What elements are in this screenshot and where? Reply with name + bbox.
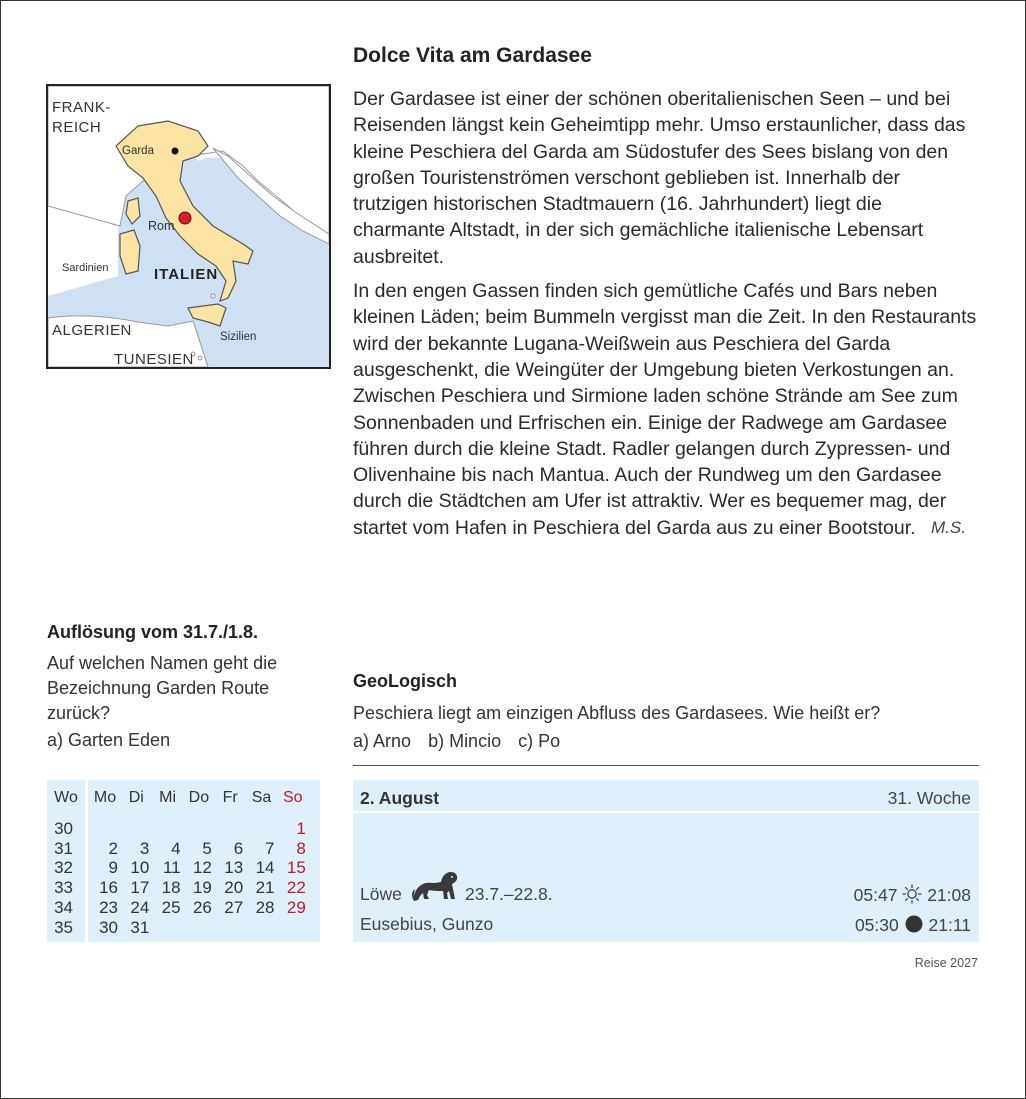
- calendar-day-cell[interactable]: 25: [161, 897, 181, 917]
- day-header: [353, 780, 979, 813]
- answer-solution: a) Garten Eden: [47, 730, 171, 750]
- calendar-day-cell[interactable]: 9: [108, 858, 118, 878]
- geologisch-options: [353, 731, 572, 752]
- zodiac-range: 23.7.–22.8.: [465, 884, 553, 904]
- calendar-day-cell[interactable]: 23: [99, 897, 118, 917]
- map-label-frankreich-1: FRANK-: [52, 99, 111, 116]
- calendar-day-cell[interactable]: 5: [202, 838, 212, 858]
- moon-times: [855, 914, 971, 936]
- calendar-week-number: 32: [54, 858, 73, 878]
- calendar-day-header: Sa: [251, 789, 272, 806]
- calendar-day-cell[interactable]: 10: [130, 858, 150, 878]
- calendar-day-cell[interactable]: 28: [255, 897, 275, 917]
- section-divider: [353, 765, 979, 766]
- moonset-time: 21:11: [928, 915, 971, 935]
- article-paragraph-2: [353, 278, 978, 541]
- calendar-day-cell[interactable]: 30: [99, 917, 118, 937]
- geologisch-option-a: a) Arno: [353, 731, 412, 751]
- map-label-sardinien: Sardinien: [62, 262, 109, 274]
- map-label-algerien: ALGERIEN: [52, 322, 132, 339]
- map-label-frankreich-2: REICH: [52, 119, 102, 136]
- map-label-tunesien: TUNESIEN: [114, 351, 194, 368]
- calendar-day-cell[interactable]: 8: [296, 838, 306, 858]
- calendar-day-cell[interactable]: 1: [296, 819, 306, 838]
- calendar-day-cell[interactable]: 18: [161, 878, 181, 898]
- calendar-day-cell[interactable]: 16: [99, 878, 118, 898]
- calendar-day-header: Mo: [93, 789, 117, 806]
- map-label-sizilien: Sizilien: [220, 331, 257, 343]
- calendar-day-cell[interactable]: 17: [130, 878, 150, 898]
- geologisch-title: GeoLogisch: [353, 671, 458, 691]
- map-label-rom: Rom: [148, 219, 175, 233]
- answer-title: Auflösung vom 31.7./1.8.: [47, 622, 259, 642]
- calendar-week-number: 33: [54, 878, 73, 898]
- article-paragraph-1: Der Gardasee ist einer der schönen oberitalienischen Seen – und bei Reisenden längst kein Geheimtipp mehr. Umso erstaunlicher, dass das kleine Peschiera del Garda am Südostufer des Sees bislang von den großen Touristenströmen verschont geblieben ist. Innerhalb der trutzigen historischen Stadtmauern (16. Jahrhundert) liegt die charmante Altstadt, in der sich gemächliche italienische Lebensart ausbreitet.: [353, 88, 966, 268]
- calendar-day-cell[interactable]: 21: [255, 878, 275, 898]
- zodiac-sign: Löwe: [360, 884, 402, 904]
- calendar-day-header: Mi: [159, 789, 177, 806]
- article-title: Dolce Vita am Gardasee: [353, 44, 592, 67]
- calendar-day-cell[interactable]: 4: [171, 838, 181, 858]
- calendar-day-cell[interactable]: 6: [233, 838, 244, 858]
- new-moon-icon: [904, 914, 924, 934]
- calendar-week-number: 34: [54, 897, 73, 917]
- sunrise-time: 05:47: [853, 885, 898, 905]
- calendar-day-cell[interactable]: 20: [224, 878, 244, 898]
- calendar-day-cell[interactable]: 15: [286, 858, 306, 878]
- name-days: Eusebius, Gunzo: [360, 914, 494, 934]
- italy-map: [46, 84, 331, 369]
- calendar-day-cell[interactable]: 19: [192, 878, 212, 898]
- calendar-day-cell[interactable]: 3: [139, 838, 150, 858]
- calendar-day-cell[interactable]: 13: [224, 858, 244, 878]
- lion-icon: [411, 869, 459, 903]
- footer-label: Reise 2027: [914, 956, 978, 970]
- calendar-week-number: 30: [54, 819, 73, 838]
- calendar-day-cell[interactable]: 24: [130, 897, 150, 917]
- calendar-day-cell[interactable]: 7: [265, 838, 275, 858]
- geologisch-option-c: c) Po: [518, 731, 561, 751]
- day-week: 31. Woche: [887, 788, 971, 808]
- calendar-week-number: 31: [54, 838, 73, 858]
- calendar-day-header: Do: [188, 789, 210, 806]
- day-date: 2. August: [360, 788, 440, 808]
- calendar-day-header: Di: [128, 789, 144, 806]
- answer-question: Auf welchen Namen geht die Bezeichnung Garden Route zurück?: [47, 653, 278, 723]
- article-paragraph-2-text: In den engen Gassen finden sich gemütliche Cafés und Bars neben kleinen Läden; beim Bummeln vergisst man die Zeit. In den Restaurants wird der bekannte Lugana-Weißwein aus Peschiera del Garda ausgeschenkt, die Weingüter der Umgebung bieten Verkostungen an. Zwischen Peschiera und Sirmione laden schöne Strände am See zum Sonnenbaden und Erfrischen ein. Einige der Radwege am Gardasee führen durch die kleine Stadt. Radler gelangen durch Zypressen- und Olivenhaine bis nach Mantua. Auch der Rundweg um den Gardasee durch die Städtchen am Ufer ist attraktiv. Wer es bequemer mag, der startet vom Hafen in Peschiera del Garda aus zu einer Bootstour.: [353, 280, 977, 539]
- calendar-week-header: Wo: [54, 789, 78, 806]
- calendar-day-cell[interactable]: 14: [255, 858, 275, 878]
- sun-icon: [902, 884, 922, 904]
- map-label-garda: Garda: [122, 145, 154, 157]
- calendar-days-grid: [88, 780, 320, 942]
- calendar-week-number: 35: [54, 917, 73, 937]
- calendar-day-cell[interactable]: 11: [162, 858, 181, 878]
- geologisch-question: Peschiera liegt am einzigen Abfluss des Gardasees. Wie heißt er?: [353, 703, 881, 723]
- article-signature: M.S.: [931, 517, 966, 537]
- calendar-day-cell[interactable]: 26: [192, 897, 212, 917]
- moonrise-time: 05:30: [854, 915, 899, 935]
- map-label-italien: ITALIEN: [154, 266, 219, 283]
- calendar-week-column: [47, 780, 85, 942]
- calendar-day-header: So: [283, 789, 303, 806]
- day-info-box: [353, 780, 979, 942]
- calendar-day-cell[interactable]: 22: [286, 878, 306, 898]
- calendar-day-cell[interactable]: 27: [224, 897, 244, 917]
- calendar-day-cell[interactable]: 12: [192, 858, 212, 878]
- sun-times: [854, 884, 971, 906]
- sunset-time: 21:08: [927, 885, 971, 905]
- calendar-day-header: Fr: [222, 789, 238, 806]
- geologisch-option-b: b) Mincio: [428, 731, 502, 751]
- article-body: [353, 86, 978, 549]
- calendar-day-cell[interactable]: 2: [108, 838, 118, 858]
- calendar-day-cell[interactable]: 31: [130, 917, 150, 937]
- calendar-day-cell[interactable]: 29: [286, 897, 306, 917]
- month-calendar: [47, 780, 320, 942]
